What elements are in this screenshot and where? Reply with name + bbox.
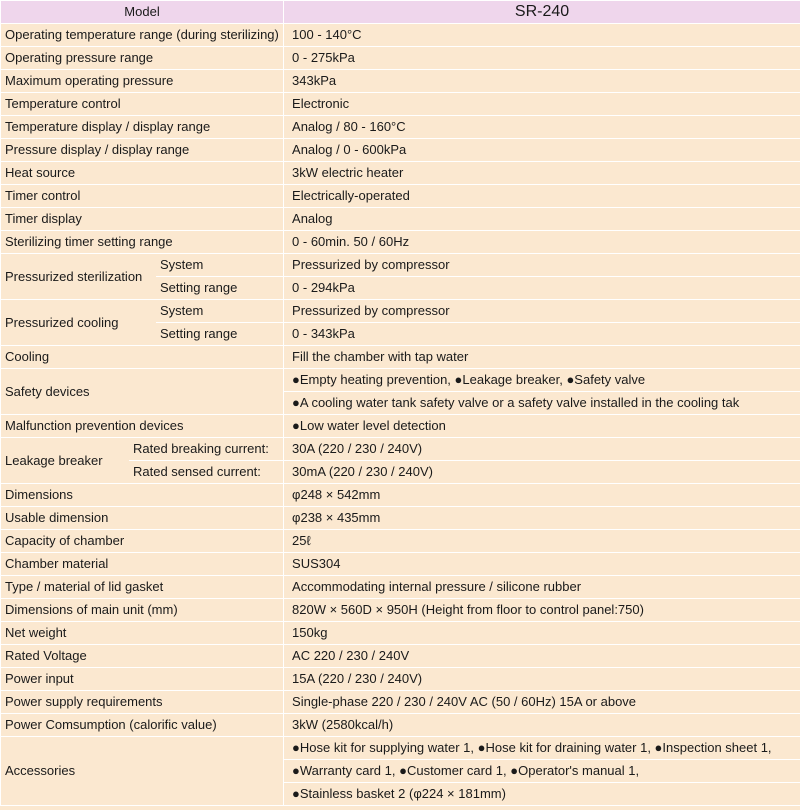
row-label: Timer control <box>1 185 284 208</box>
table-row <box>1 93 800 116</box>
row-label: Pressurized cooling <box>1 300 156 346</box>
table-row <box>1 737 800 760</box>
table-row <box>1 70 800 93</box>
row-label: Operating pressure range <box>1 47 284 70</box>
row-label: Safety devices <box>1 369 284 415</box>
table-row <box>1 254 800 277</box>
row-label: Cooling <box>1 346 284 369</box>
sub-label: System <box>156 300 284 323</box>
sub-label: System <box>156 254 284 277</box>
model-value: SR-240 <box>284 1 800 24</box>
row-label: Chamber material <box>1 553 284 576</box>
row-value: 100 - 140°C <box>284 24 800 47</box>
row-label: Sterilizing timer setting range <box>1 231 284 254</box>
row-label: Type / material of lid gasket <box>1 576 284 599</box>
row-label: Rated Voltage <box>1 645 284 668</box>
row-value: Electronic <box>284 93 800 116</box>
row-label: Accessories <box>1 737 284 806</box>
row-label: Maximum operating pressure <box>1 70 284 93</box>
sub-label: Setting range <box>156 277 284 300</box>
row-label: Power supply requirements <box>1 691 284 714</box>
table-row <box>1 530 800 553</box>
row-value: SUS304 <box>284 553 800 576</box>
table-row <box>1 116 800 139</box>
row-value: 0 - 275kPa <box>284 47 800 70</box>
row-label: Operating temperature range (during sterilizing) <box>1 24 284 47</box>
table-row <box>1 507 800 530</box>
table-row <box>1 691 800 714</box>
row-value: Fill the chamber with tap water <box>284 346 800 369</box>
row-label: Pressure display / display range <box>1 139 284 162</box>
row-label: Power input <box>1 668 284 691</box>
row-value: Analog / 80 - 160°C <box>284 116 800 139</box>
row-value: Electrically-operated <box>284 185 800 208</box>
row-label: Malfunction prevention devices <box>1 415 284 438</box>
header-row <box>1 1 800 24</box>
row-value: Analog / 0 - 600kPa <box>284 139 800 162</box>
row-value: ●Empty heating prevention, ●Leakage breaker, ●Safety valve <box>284 369 800 392</box>
row-value: AC 220 / 230 / 240V <box>284 645 800 668</box>
row-value: 3kW electric heater <box>284 162 800 185</box>
row-value: 30mA (220 / 230 / 240V) <box>284 461 800 484</box>
sub-label: Rated breaking current: <box>129 438 284 461</box>
row-value: Pressurized by compressor <box>284 300 800 323</box>
row-value: 25ℓ <box>284 530 800 553</box>
row-value: φ238 × 435mm <box>284 507 800 530</box>
row-value: ●Low water level detection <box>284 415 800 438</box>
row-label: Power Comsumption (calorific value) <box>1 714 284 737</box>
row-label: Pressurized sterilization <box>1 254 156 300</box>
row-value: ●Hose kit for supplying water 1, ●Hose kit for draining water 1, ●Inspection sheet 1, <box>284 737 800 760</box>
table-row <box>1 24 800 47</box>
table-row <box>1 139 800 162</box>
row-value: 343kPa <box>284 70 800 93</box>
row-value: 820W × 560D × 950H (Height from floor to control panel:750) <box>284 599 800 622</box>
row-label: Usable dimension <box>1 507 284 530</box>
table-row <box>1 231 800 254</box>
row-label: Net weight <box>1 622 284 645</box>
row-value: 150kg <box>284 622 800 645</box>
row-value: Accommodating internal pressure / silicone rubber <box>284 576 800 599</box>
table-row <box>1 622 800 645</box>
table-row <box>1 484 800 507</box>
table-row <box>1 300 800 323</box>
row-value: 0 - 60min. 50 / 60Hz <box>284 231 800 254</box>
sub-label: Setting range <box>156 323 284 346</box>
table-row <box>1 645 800 668</box>
table-row <box>1 553 800 576</box>
row-value: 30A (220 / 230 / 240V) <box>284 438 800 461</box>
row-label: Temperature control <box>1 93 284 116</box>
sub-label: Rated sensed current: <box>129 461 284 484</box>
row-value: Analog <box>284 208 800 231</box>
row-label: Heat source <box>1 162 284 185</box>
row-value: 15A (220 / 230 / 240V) <box>284 668 800 691</box>
table-row <box>1 47 800 70</box>
row-value: 3kW (2580kcal/h) <box>284 714 800 737</box>
table-row <box>1 369 800 392</box>
table-row <box>1 438 800 461</box>
table-row <box>1 208 800 231</box>
table-row <box>1 346 800 369</box>
table-row <box>1 162 800 185</box>
table-row <box>1 714 800 737</box>
row-label: Leakage breaker <box>1 438 129 484</box>
table-row <box>1 576 800 599</box>
row-label: Capacity of chamber <box>1 530 284 553</box>
table-row <box>1 415 800 438</box>
row-value: Single-phase 220 / 230 / 240V AC (50 / 60Hz) 15A or above <box>284 691 800 714</box>
row-value: ●Warranty card 1, ●Customer card 1, ●Operator's manual 1, <box>284 760 800 783</box>
row-label: Dimensions of main unit (mm) <box>1 599 284 622</box>
row-label: Timer display <box>1 208 284 231</box>
row-value: φ248 × 542mm <box>284 484 800 507</box>
row-value: ●Stainless basket 2 (φ224 × 181mm) <box>284 783 800 806</box>
row-label: Dimensions <box>1 484 284 507</box>
row-value: 0 - 343kPa <box>284 323 800 346</box>
table-row <box>1 185 800 208</box>
row-value: Pressurized by compressor <box>284 254 800 277</box>
row-value: ●A cooling water tank safety valve or a safety valve installed in the cooling tak <box>284 392 800 415</box>
row-value: 0 - 294kPa <box>284 277 800 300</box>
row-label: Temperature display / display range <box>1 116 284 139</box>
table-row <box>1 599 800 622</box>
table-row <box>1 668 800 691</box>
model-label: Model <box>1 1 284 24</box>
